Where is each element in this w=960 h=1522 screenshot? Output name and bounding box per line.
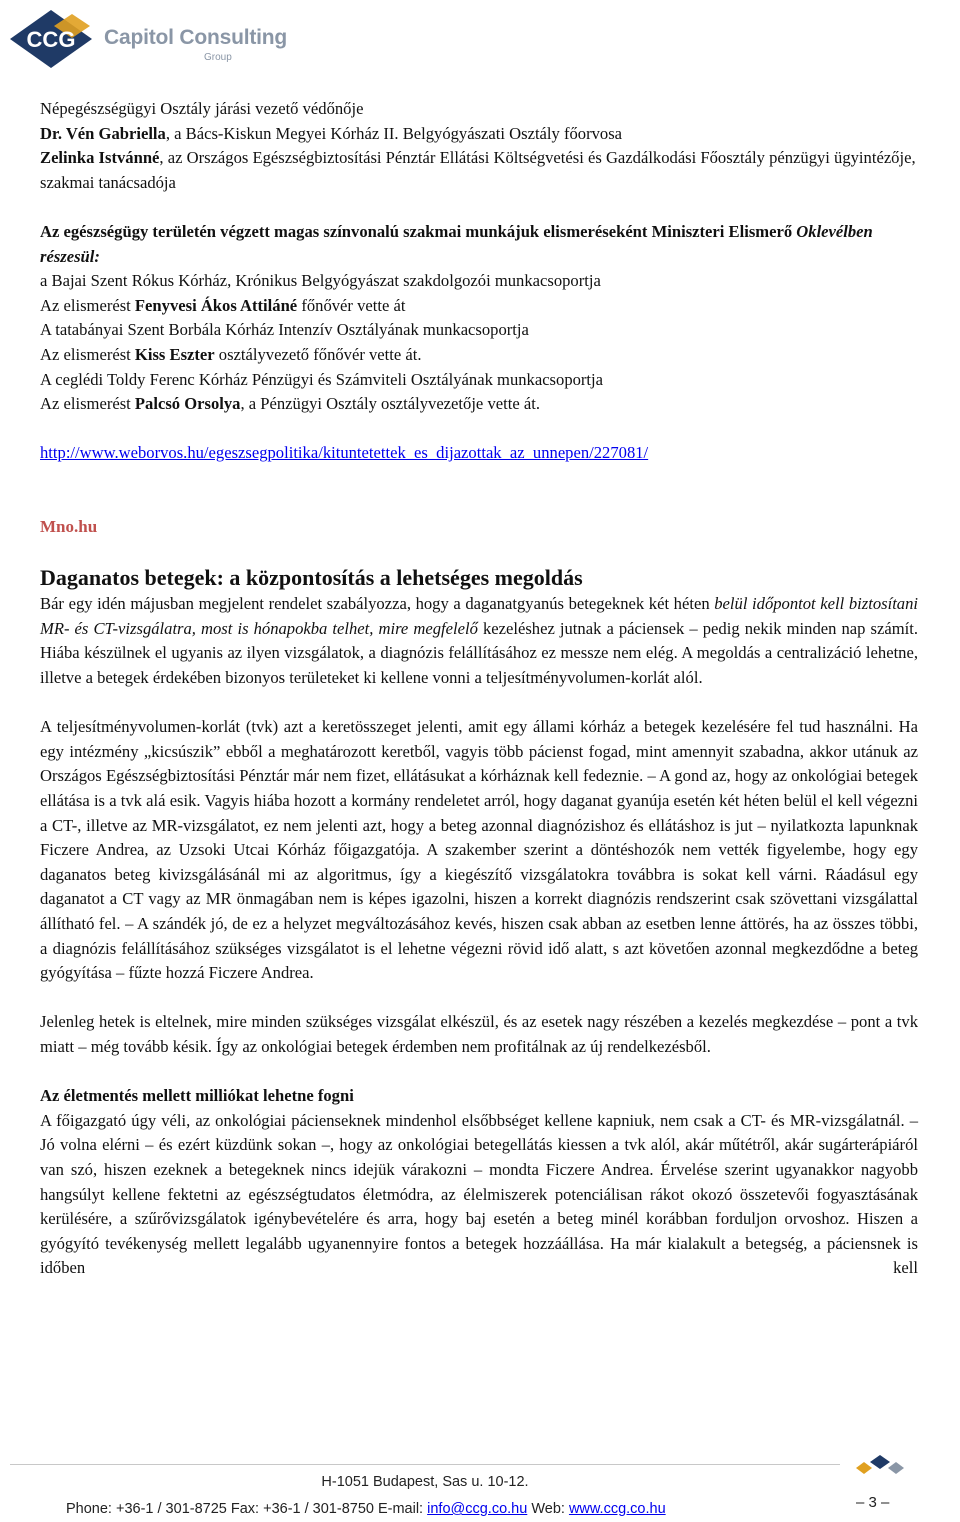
person-name: Zelinka Istvánné [40, 148, 160, 168]
ccg-logo-icon [10, 10, 92, 68]
page-footer [0, 1464, 960, 1522]
article-paragraph-2: A teljesítményvolumen-korlát (tvk) azt a keretösszeget jelenti, amit egy állami kórház a betegek kezelésére fel tud használni. Ha egy intézmény „kicsúszik” ebből a meghatározott keretből, vagyis több pácienst fogad, mint amennyit szabadna, akkor utánuk az Országos Egészségbiztosítási Pénztár már nem fizet, ellátásukat a kórháznak kell fedeznie. – A gond az, hogy az onkológiai betegek ellátása is a tvk alá esik. Vagyis hiába hozott a kormány rendeletet arról, hogy daganat gyanúja esetén két héten belül el kell végezni a CT-, illetve az MR-vizsgálatot, ez nem jelenti azt, hogy a beteg azonnal diagnózishoz és ellátáshoz is jut – nyilatkozta lapunknak Ficzere Andrea, az Uzsoki Utcai Kórház főigazgatója. A szakember szerint a döntéshozók nem vették figyelembe, hogy egy daganatos beteg kivizsgálásánál mi az algoritmus, így a kiegészítő vizsgálatokra továbbra is sokat kell várni. Ráadásul egy daganatot a CT vagy az MR önmagában nem is képes igazolni, hiszen a korrekt diagnózis rendszerint csak szövettani vizsgálattal állítható fel. – A szándék jó, de ez a helyzet megváltozásához kevés, hiszen csak abban az esetben lenne áttörés, ha az összes többi, a diagnózis felállításához szükséges vizsgálatot is el lehetne végezni rövid idő alatt, s azt követően azonnal megkezdődne a beteg gyógyítása – fűzte hozzá Ficzere Andrea. [40, 717, 918, 983]
footer-divider [10, 1464, 840, 1465]
footer-contact: Phone: +36-1 / 301-8725 Fax: +36-1 / 301-8750 E-mail: info@ccg.co.hu Web: www.ccg.co.hu [66, 1501, 666, 1517]
svg-text:CCG: CCG [26, 27, 76, 52]
award-line: Az elismerést Fenyvesi Ákos Attiláné főnővér vette át [40, 295, 406, 315]
award-line: Az elismerést Kiss Eszter osztályvezető főnővér vette át. [40, 344, 422, 364]
page-number: – 3 – [856, 1494, 890, 1511]
company-group-label: Group [204, 52, 232, 63]
article-source: Mno.hu [40, 517, 98, 537]
award-line: A tatabányai Szent Borbála Kórház Intenzív Osztályának munkacsoportja [40, 320, 529, 340]
article-paragraph-1: Bár egy idén májusban megjelent rendelet szabályozza, hogy a daganatgyanús betegeknek két héten belül időpontot kell biztosítani MR- és CT-vizsgálatra, most is hónapokba telhet, mire megfelelő kezeléshez jutnak a páciensek – pedig nekik minden nap számít. Hiába készülnek el ugyanis az ilyen vizsgálatok, a diagnózis felállításához ez messze nem elég. A megoldás a centralizáció lehetne, illetve a betegek érdekében bizonyos területeket ki kellene vonni a teljesítményvolumen-korlát alól. [40, 594, 919, 688]
award-heading: Az egészségügy területén végzett magas színvonalú szakmai munkájuk elismeréseként Miniszteri Elismerő Oklevélben részesül: [40, 221, 873, 266]
award-line: A ceglédi Toldy Ferenc Kórház Pénzügyi és Számviteli Osztályának munkacsoportja [40, 369, 604, 389]
company-name: Capitol Consulting [104, 26, 288, 49]
article-paragraph-4: A főigazgató úgy véli, az onkológiai pácienseknek mindenhol elsőbbséget kellene kapniuk, nem csak a CT- és MR-vizsgálatnál. – Jó volna elérni – és ezért küzdünk sokan –, hogy az onkológiai betegellátás kiessen a tvk alól, akár műtétről, akár sugárterápiáról van szó, hiszen ezeknek a betegeknek nincs idejük várakozni – mondta Ficzere Andrea. Érvelése szerint ugyanakkor nagyobb hangsúlyt kellene fektetni az egészségtudatos életmódra, az élelmiszerek potenciálisan rákot okozó összetevői fogyasztásának kerülésére, a szűrővizsgálatok igénybevételére és arra, hogy baj esetén a beteg minél korábban forduljon orvoshoz. Hiszen a gyógyító tevékenység mellett legalább ugyanennyire fontos a betegek hozzáállása. Ha már kialakult a betegség, a páciensnek is időben kell [40, 1110, 918, 1278]
footer-web-link[interactable]: www.ccg.co.hu [568, 1501, 666, 1517]
company-logo [10, 10, 288, 68]
source-article-link[interactable]: http://www.weborvos.hu/egeszsegpolitika/kituntetettek_es_dijazottak_az_unnepen/227081/ [40, 443, 649, 463]
document-body [40, 97, 918, 1281]
intro-line-3: Zelinka Istvánné, az Országos Egészségbiztosítási Pénztár Ellátási Költségvetési és Gazdálkodási Főosztály pénzügyi ügyintézője, szakmai tanácsadója [40, 148, 916, 192]
footer-logo-icon [848, 1452, 908, 1482]
intro-line-2: Dr. Vén Gabriella, a Bács-Kiskun Megyei Kórház II. Belgyógyászati Osztály főorvosa [40, 123, 623, 143]
person-name: Kiss Eszter [134, 344, 215, 364]
intro-line-1: Népegészségügyi Osztály járási vezető védőnője [40, 99, 364, 118]
footer-address: H-1051 Budapest, Sas u. 10-12. [321, 1474, 529, 1490]
article-paragraph-3: Jelenleg hetek is eltelnek, mire minden szükséges vizsgálat elkészül, és az esetek nagy részében a kezelés megkezdése – pont a tvk miatt – még tovább késik. Így az onkológiai betegek érdemben nem profitálnak az új rendelkezésből. [40, 1012, 918, 1056]
award-line: a Bajai Szent Rókus Kórház, Krónikus Belgyógyászat szakdolgozói munkacsoportja [40, 271, 601, 291]
article-headline: Daganatos betegek: a központosítás a lehetséges megoldás [40, 565, 583, 591]
person-name: Palcsó Orsolya [134, 394, 241, 414]
person-name: Dr. Vén Gabriella [40, 123, 166, 143]
footer-email-link[interactable]: info@ccg.co.hu [427, 1501, 528, 1517]
person-name: Fenyvesi Ákos Attiláné [134, 295, 298, 315]
award-line: Az elismerést Palcsó Orsolya, a Pénzügyi Osztály osztályvezetője vette át. [40, 394, 540, 414]
article-subheading: Az életmentés mellett milliókat lehetne fogni [40, 1086, 354, 1106]
